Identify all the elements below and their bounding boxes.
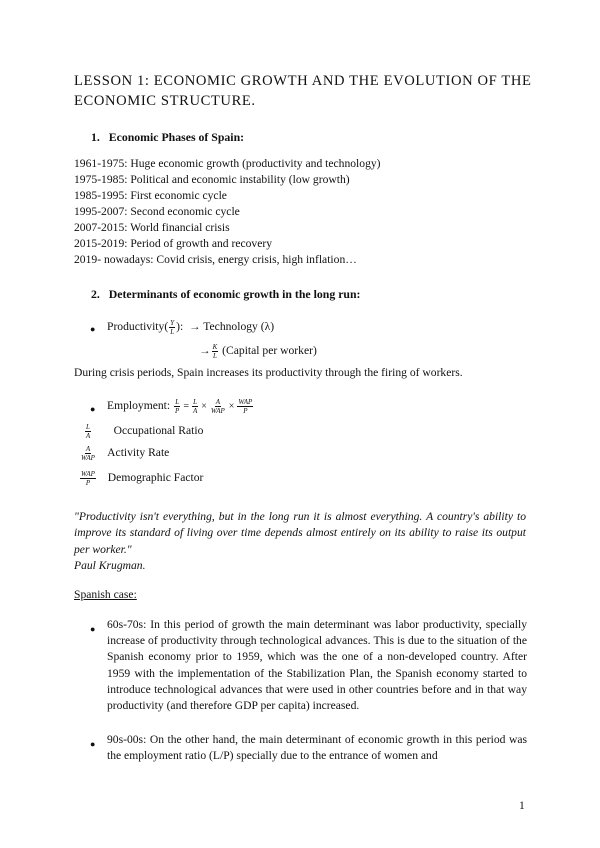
times-sign: × [228, 401, 235, 413]
fraction-numerator: WAP [238, 398, 253, 406]
fraction-denominator: P [243, 407, 248, 415]
fraction-denominator: WAP [210, 407, 225, 415]
formula-f1 [192, 398, 198, 415]
equals-sign: = [183, 401, 189, 413]
ratio-fraction [75, 445, 101, 462]
quote-text: "Productivity isn't everything, but in the long run it is almost everything. A country's ability to improve its standard of living over time depends almost entirely on its ability to raise its output per worker." [74, 510, 526, 556]
bullet-icon: ● [90, 739, 96, 749]
productivity-label: Productivity( [107, 320, 169, 334]
ratio-label: Occupational Ratio [113, 424, 204, 438]
employment-label: Employment: [107, 399, 171, 413]
fraction-numerator: L [193, 398, 198, 406]
productivity-fraction [169, 319, 175, 336]
bullet-icon: ● [90, 324, 96, 334]
capital-text: (Capital per worker) [222, 344, 317, 358]
section-1-title: Economic Phases of Spain: [108, 130, 245, 144]
list-item: 1985-1995: First economic cycle [74, 189, 227, 202]
spanish-case-bullet-1: 60s-70s: In this period of growth the main determinant was labor productivity, specially increase of productivity through technological advances. This is due to the situation of the Spanish economy prior to 1959, which was the one of a non-developed country. After 1959 with the implementation of the Stabilization Plan, the Spanish economy started to introduce technological advances that were used in other countries before and in that way productivity (and therefore GDP per capita) increased. [107, 618, 527, 713]
section-1-number: 1. [91, 130, 100, 144]
fraction-denominator: L [212, 352, 217, 360]
capital-fraction [212, 343, 219, 360]
formula-f2 [210, 398, 226, 415]
fraction-denominator: WAP [81, 454, 95, 462]
section-2-number: 2. [91, 287, 100, 301]
list-item: 2019- nowadays: Covid crisis, energy crisis, high inflation… [74, 253, 357, 266]
fraction-numerator: A [85, 445, 91, 453]
list-item: 1995-2007: Second economic cycle [74, 205, 240, 218]
page-title: LESSON 1: ECONOMIC GROWTH AND THE EVOLUTION OF THE ECONOMIC STRUCTURE. [74, 73, 532, 109]
ratio-label: Demographic Factor [107, 471, 204, 485]
spanish-case-bullet-2: 90s-00s: On the other hand, the main determinant of economic growth in this period was the employment ratio (L/P) specially due to the entrance of women and [107, 733, 527, 763]
krugman-quote [74, 509, 526, 575]
productivity-line [107, 319, 274, 336]
technology-arrow-text: → Technology (λ) [188, 320, 275, 334]
capital-line [199, 343, 317, 360]
list-item: 1975-1985: Political and economic instability (low growth) [74, 173, 350, 186]
section-2-title: Determinants of economic growth in the long run: [108, 287, 361, 301]
fraction-denominator: P [85, 479, 91, 487]
times-sign: × [201, 401, 207, 413]
formula-f3 [237, 398, 253, 415]
ratio-label: Activity Rate [107, 446, 170, 460]
fraction-denominator: L [170, 328, 175, 336]
quote-author: Paul Krugman. [74, 559, 146, 573]
fraction-numerator: L [86, 423, 90, 431]
ratio-fraction [75, 470, 101, 487]
fraction-numerator: A [215, 398, 220, 406]
fraction-denominator: A [85, 432, 91, 440]
list-item: 2007-2015: World financial crisis [74, 221, 230, 234]
list-item: 1961-1975: Huge economic growth (productivity and technology) [74, 157, 381, 170]
crisis-note: During crisis periods, Spain increases its productivity through the firing of workers. [74, 366, 463, 379]
employment-line [107, 398, 254, 415]
fraction-numerator: Y [170, 319, 175, 327]
ratio-row [74, 470, 203, 487]
list-item: 2015-2019: Period of growth and recovery [74, 237, 273, 250]
section-2-heading [91, 287, 360, 302]
ratio-fraction [75, 423, 101, 440]
fraction-denominator: A [192, 407, 198, 415]
section-1-heading [91, 130, 244, 145]
arrow-icon: → [199, 344, 211, 358]
fraction-numerator: L [175, 398, 180, 406]
ratio-row [74, 423, 203, 440]
bullet-icon: ● [90, 404, 96, 414]
productivity-suffix: ): [176, 320, 184, 334]
ratio-row [74, 445, 169, 462]
formula-lhs [174, 398, 180, 415]
page-number: 1 [519, 799, 525, 812]
fraction-numerator: K [212, 343, 218, 351]
bullet-icon: ● [90, 624, 96, 634]
spanish-case-heading: Spanish case: [74, 588, 137, 601]
fraction-numerator: WAP [81, 470, 95, 478]
fraction-denominator: P [175, 407, 180, 415]
